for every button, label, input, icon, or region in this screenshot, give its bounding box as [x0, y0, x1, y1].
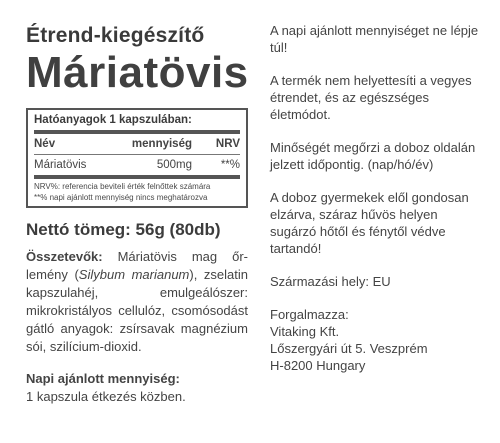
diet-notice: A termék nem helyettesíti a vegyes étrendet, és az egészséges életmódot. — [270, 73, 472, 122]
column-nrv: NRV — [215, 138, 240, 150]
cell-amount: 500mg — [156, 159, 192, 171]
ingredients-text: Máriatövis mag őr-lemény ( — [26, 249, 248, 282]
nutrition-table — [26, 108, 248, 208]
ingredients — [26, 248, 248, 356]
table-heading: Hatóanyagok 1 kapszulában: — [34, 114, 240, 134]
distributor-label: Forgalmazza: — [270, 307, 349, 322]
table-footnote — [34, 179, 240, 203]
right-column — [270, 22, 482, 390]
address-line: H-8200 Hungary — [270, 358, 366, 373]
left-column — [26, 14, 248, 406]
table-header-row — [34, 134, 240, 155]
column-name: Név — [34, 138, 56, 150]
storage-notice: A doboz gyermekek elől gondosan elzárva, száraz hűvös helyen sugárzó hőtől és fénytől védve tartandó! — [270, 190, 469, 256]
address-line: Lőszergyári út 5. Veszprém — [270, 341, 428, 356]
latin-name: Silybum marianum — [78, 267, 190, 282]
product-category: Étrend-kiegészítő — [26, 24, 205, 47]
warning-dose: A napi ajánlott mennyiséget ne lépje túl! — [270, 23, 479, 55]
best-before: Minőségét megőrzi a doboz oldalán jelzett időpontig. (nap/hó/év) — [270, 140, 476, 172]
dose-label: Napi ajánlott mennyiség: — [26, 371, 180, 386]
cell-name: Máriatövis — [34, 159, 87, 171]
net-weight: Nettó tömeg: 56g (80db) — [26, 220, 221, 239]
company-name: Vitaking Kft. — [270, 324, 340, 339]
footnote-line: **% napi ajánlott mennyiség nincs meghatározva — [34, 193, 208, 202]
column-amount: mennyiség — [131, 138, 192, 150]
origin: Származási hely: EU — [270, 274, 391, 289]
product-title: Máriatövis — [26, 48, 249, 97]
ingredients-label: Összetevők: — [26, 249, 103, 264]
daily-dose — [26, 370, 248, 406]
ingredients-text: ), zselatin kapszulahéj, emulgeálószer: mikrokristályos cellulóz, csomósodást gátló anyagok: zsírsavak magnézium sói, szilícium-dioxid. — [26, 267, 248, 354]
cell-nrv: **% — [220, 159, 240, 171]
footnote-line: NRV%: referencia beviteli érték felnőttek számára — [34, 182, 211, 191]
table-row — [34, 155, 240, 179]
dose-text: 1 kapszula étkezés közben. — [26, 389, 186, 404]
distributor — [270, 306, 482, 374]
